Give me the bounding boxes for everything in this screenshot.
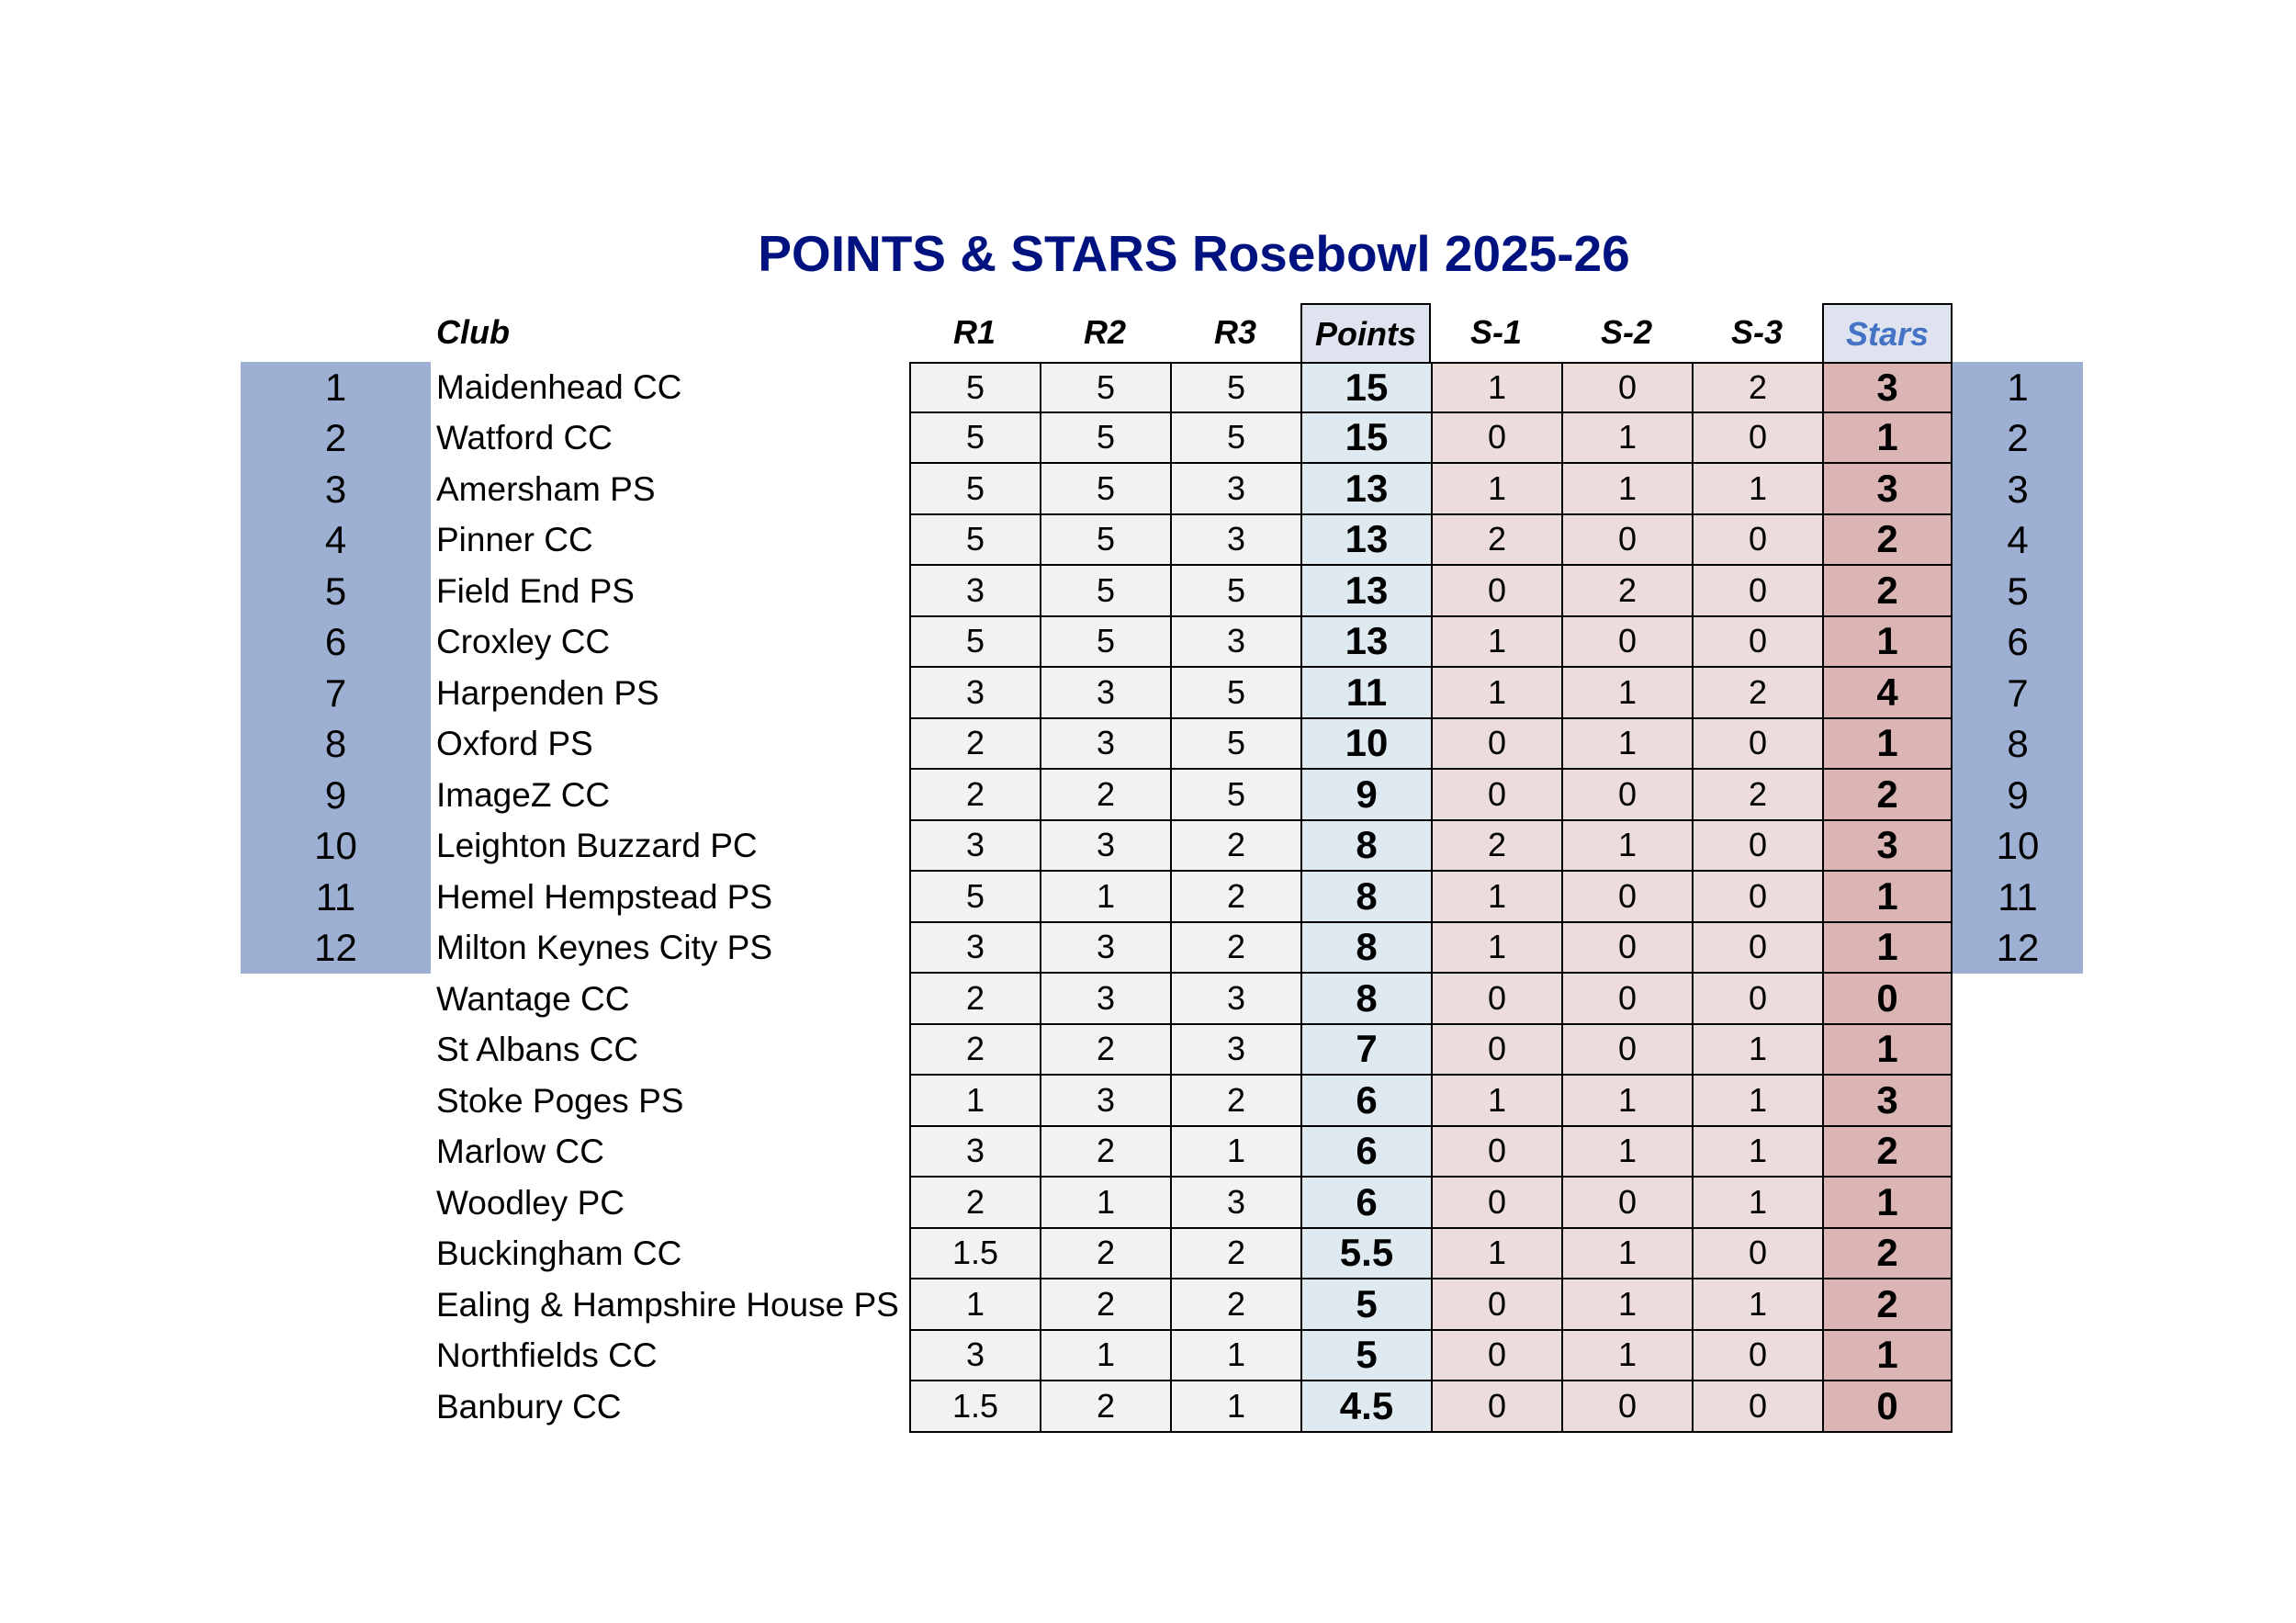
cell-r1: 3 [909,1127,1040,1178]
cell-s2: 1 [1561,668,1692,719]
cell-s1: 0 [1431,1331,1561,1382]
club-name: ImageZ CC [436,775,611,814]
club-name: Milton Keynes City PS [436,929,773,967]
cell-points: 4.5 [1300,1381,1431,1433]
cell-r1: 1.5 [909,1381,1040,1433]
rank-right: 3 [2007,467,2029,511]
cell-stars: 2 [1822,566,1953,617]
club-name: Marlow CC [436,1133,604,1171]
header-stars: Stars [1822,303,1953,362]
cell-stars: 1 [1822,872,1953,923]
cell-s3: 1 [1692,1178,1822,1229]
cell-points: 13 [1300,566,1431,617]
club-name: Croxley CC [436,623,611,661]
club-name: Leighton Buzzard PC [436,827,758,865]
cell-s1: 0 [1431,566,1561,617]
cell-s2: 0 [1561,974,1692,1025]
cell-s3: 0 [1692,515,1822,567]
club-name: Northfields CC [436,1336,658,1375]
cell-stars: 1 [1822,719,1953,771]
cell-s1: 0 [1431,770,1561,821]
rank-right: 6 [2007,620,2029,664]
cell-r2: 3 [1040,923,1170,975]
club-name: St Albans CC [436,1031,639,1069]
cell-s2: 1 [1561,1331,1692,1382]
cell-s1: 1 [1431,464,1561,515]
header-r2: R2 [1083,313,1127,351]
cell-points: 15 [1300,362,1431,413]
cell-points: 6 [1300,1178,1431,1229]
club-name: Watford CC [436,419,613,457]
page-title: POINTS & STARS Rosebowl 2025-26 [758,225,1630,282]
cell-s3: 0 [1692,872,1822,923]
table-row [0,1331,2296,1382]
cell-stars: 1 [1822,617,1953,669]
cell-r2: 1 [1040,872,1170,923]
club-name: Banbury CC [436,1387,622,1426]
rank-right: 10 [1996,824,2040,868]
rank-left: 5 [324,569,347,613]
cell-points: 6 [1300,1076,1431,1127]
cell-points: 13 [1300,464,1431,515]
cell-s1: 2 [1431,821,1561,873]
cell-s2: 1 [1561,1229,1692,1280]
club-name: Wantage CC [436,979,630,1018]
rank-left: 10 [314,824,357,868]
rank-left: 1 [324,365,347,409]
table-row [0,1381,2296,1433]
cell-s1: 0 [1431,1178,1561,1229]
cell-s3: 0 [1692,1331,1822,1382]
cell-s3: 0 [1692,1381,1822,1433]
table-row [0,515,2296,567]
rank-right: 9 [2007,772,2029,817]
cell-s3: 2 [1692,770,1822,821]
cell-stars: 0 [1822,1381,1953,1433]
table-row [0,566,2296,617]
cell-r2: 5 [1040,566,1170,617]
cell-r2: 3 [1040,821,1170,873]
cell-r3: 3 [1170,1178,1300,1229]
cell-r1: 3 [909,821,1040,873]
cell-r2: 2 [1040,1229,1170,1280]
club-name: Oxford PS [436,725,593,763]
cell-s1: 0 [1431,413,1561,465]
cell-r1: 3 [909,1331,1040,1382]
rank-right: 8 [2007,722,2029,766]
cell-s2: 1 [1561,413,1692,465]
cell-s2: 0 [1561,362,1692,413]
cell-r1: 5 [909,872,1040,923]
header-s1: S-1 [1469,313,1523,351]
table-row [0,923,2296,975]
cell-r2: 2 [1040,1381,1170,1433]
cell-s1: 1 [1431,872,1561,923]
cell-s2: 0 [1561,515,1692,567]
rank-left: 7 [324,671,347,715]
cell-s2: 1 [1561,1279,1692,1331]
cell-s1: 1 [1431,1229,1561,1280]
table-row [0,1178,2296,1229]
rank-left: 8 [324,722,347,766]
cell-s2: 0 [1561,1178,1692,1229]
cell-stars: 3 [1822,821,1953,873]
cell-points: 9 [1300,770,1431,821]
cell-r1: 2 [909,1178,1040,1229]
cell-stars: 1 [1822,1331,1953,1382]
rank-right: 1 [2007,365,2029,409]
cell-stars: 1 [1822,1025,1953,1076]
cell-s2: 2 [1561,566,1692,617]
cell-s3: 0 [1692,719,1822,771]
cell-r3: 3 [1170,464,1300,515]
cell-s3: 0 [1692,617,1822,669]
cell-r1: 5 [909,413,1040,465]
cell-r3: 2 [1170,923,1300,975]
table-row [0,668,2296,719]
club-name: Stoke Poges PS [436,1081,684,1120]
cell-points: 8 [1300,923,1431,975]
cell-r1: 1 [909,1076,1040,1127]
club-name: Pinner CC [436,521,593,559]
cell-s1: 2 [1431,515,1561,567]
cell-s1: 1 [1431,923,1561,975]
cell-s1: 0 [1431,719,1561,771]
table-row [0,974,2296,1025]
cell-r2: 2 [1040,770,1170,821]
club-name: Maidenhead CC [436,367,682,406]
cell-r3: 5 [1170,719,1300,771]
cell-r1: 3 [909,668,1040,719]
cell-r1: 5 [909,515,1040,567]
rank-left: 9 [324,772,347,817]
cell-points: 5.5 [1300,1229,1431,1280]
cell-points: 7 [1300,1025,1431,1076]
cell-s1: 0 [1431,1127,1561,1178]
cell-r1: 3 [909,923,1040,975]
cell-s2: 1 [1561,1076,1692,1127]
cell-s3: 0 [1692,923,1822,975]
cell-s2: 0 [1561,923,1692,975]
cell-r3: 5 [1170,362,1300,413]
cell-stars: 3 [1822,464,1953,515]
cell-r2: 3 [1040,974,1170,1025]
cell-r3: 2 [1170,821,1300,873]
cell-r1: 5 [909,617,1040,669]
club-name: Amersham PS [436,469,656,508]
table-row [0,1076,2296,1127]
cell-stars: 4 [1822,668,1953,719]
cell-s3: 0 [1692,1229,1822,1280]
cell-r2: 2 [1040,1279,1170,1331]
cell-r2: 2 [1040,1127,1170,1178]
cell-r2: 5 [1040,362,1170,413]
cell-r2: 5 [1040,464,1170,515]
cell-r3: 1 [1170,1331,1300,1382]
header-s2: S-2 [1600,313,1653,351]
club-name: Woodley PC [436,1183,625,1222]
cell-s3: 0 [1692,413,1822,465]
cell-stars: 2 [1822,1229,1953,1280]
cell-r1: 3 [909,566,1040,617]
club-name: Hemel Hempstead PS [436,877,773,916]
table-row [0,1127,2296,1178]
cell-stars: 2 [1822,770,1953,821]
cell-stars: 1 [1822,413,1953,465]
cell-r1: 1.5 [909,1229,1040,1280]
cell-r3: 5 [1170,770,1300,821]
cell-s3: 1 [1692,1076,1822,1127]
cell-s2: 1 [1561,1127,1692,1178]
cell-stars: 3 [1822,362,1953,413]
cell-s1: 1 [1431,668,1561,719]
cell-s2: 0 [1561,1381,1692,1433]
club-name: Harpenden PS [436,673,659,712]
cell-r3: 1 [1170,1381,1300,1433]
cell-s3: 0 [1692,566,1822,617]
cell-points: 5 [1300,1279,1431,1331]
rank-left: 12 [314,926,357,970]
cell-r3: 3 [1170,515,1300,567]
rank-right: 4 [2007,518,2029,562]
cell-points: 6 [1300,1127,1431,1178]
cell-s2: 1 [1561,464,1692,515]
cell-points: 8 [1300,872,1431,923]
cell-s1: 0 [1431,1025,1561,1076]
cell-r2: 3 [1040,668,1170,719]
cell-r2: 5 [1040,413,1170,465]
cell-r2: 3 [1040,1076,1170,1127]
rank-right: 12 [1996,926,2040,970]
cell-r3: 2 [1170,872,1300,923]
cell-r2: 1 [1040,1178,1170,1229]
cell-r3: 3 [1170,617,1300,669]
table-row [0,719,2296,771]
cell-r2: 5 [1040,515,1170,567]
cell-r2: 5 [1040,617,1170,669]
cell-points: 13 [1300,617,1431,669]
club-name: Field End PS [436,571,635,610]
cell-r3: 5 [1170,566,1300,617]
cell-s2: 0 [1561,617,1692,669]
cell-r2: 1 [1040,1331,1170,1382]
table-row [0,770,2296,821]
cell-r1: 5 [909,464,1040,515]
cell-r3: 5 [1170,413,1300,465]
header-s3: S-3 [1730,313,1784,351]
table-row [0,821,2296,873]
cell-s3: 1 [1692,464,1822,515]
rank-right: 5 [2007,569,2029,613]
cell-s1: 1 [1431,617,1561,669]
cell-points: 13 [1300,515,1431,567]
table-row [0,1279,2296,1331]
rank-left: 11 [315,874,356,919]
cell-s1: 0 [1431,1381,1561,1433]
cell-stars: 1 [1822,923,1953,975]
table-row [0,1229,2296,1280]
cell-stars: 2 [1822,1127,1953,1178]
cell-points: 8 [1300,821,1431,873]
cell-points: 11 [1300,668,1431,719]
rank-left: 3 [324,467,347,511]
cell-r2: 3 [1040,719,1170,771]
cell-s3: 1 [1692,1025,1822,1076]
cell-r3: 2 [1170,1076,1300,1127]
rank-left: 6 [324,620,347,664]
table-row [0,872,2296,923]
cell-s3: 1 [1692,1279,1822,1331]
header-r1: R1 [952,313,996,351]
cell-s2: 0 [1561,872,1692,923]
table-row [0,464,2296,515]
cell-r3: 1 [1170,1127,1300,1178]
cell-stars: 2 [1822,1279,1953,1331]
club-name: Buckingham CC [436,1234,682,1273]
cell-s1: 1 [1431,1076,1561,1127]
club-name: Ealing & Hampshire House PS [436,1285,899,1324]
cell-r2: 2 [1040,1025,1170,1076]
cell-s3: 1 [1692,1127,1822,1178]
table-row [0,617,2296,669]
cell-r3: 5 [1170,668,1300,719]
cell-s2: 1 [1561,821,1692,873]
table-row [0,413,2296,465]
rank-left: 4 [324,518,347,562]
cell-r3: 2 [1170,1229,1300,1280]
cell-s3: 0 [1692,821,1822,873]
table-row [0,1025,2296,1076]
cell-s3: 0 [1692,974,1822,1025]
rank-left: 2 [324,416,347,460]
rank-right: 2 [2007,416,2029,460]
cell-stars: 0 [1822,974,1953,1025]
cell-r1: 2 [909,974,1040,1025]
cell-points: 5 [1300,1331,1431,1382]
cell-r1: 2 [909,719,1040,771]
cell-s2: 0 [1561,1025,1692,1076]
cell-r1: 1 [909,1279,1040,1331]
cell-r1: 2 [909,770,1040,821]
cell-stars: 2 [1822,515,1953,567]
cell-points: 15 [1300,413,1431,465]
table-row [0,362,2296,413]
cell-s1: 1 [1431,362,1561,413]
cell-r1: 2 [909,1025,1040,1076]
rank-right: 7 [2007,671,2029,715]
cell-s1: 0 [1431,1279,1561,1331]
cell-s3: 2 [1692,668,1822,719]
header-r3: R3 [1213,313,1257,351]
header-club: Club [436,313,510,351]
rank-right: 11 [1998,874,2038,919]
cell-points: 10 [1300,719,1431,771]
cell-stars: 3 [1822,1076,1953,1127]
cell-stars: 1 [1822,1178,1953,1229]
cell-r3: 3 [1170,974,1300,1025]
header-points: Points [1300,303,1431,362]
cell-r1: 5 [909,362,1040,413]
cell-s2: 0 [1561,770,1692,821]
cell-r3: 3 [1170,1025,1300,1076]
cell-s1: 0 [1431,974,1561,1025]
cell-s2: 1 [1561,719,1692,771]
cell-s3: 2 [1692,362,1822,413]
cell-points: 8 [1300,974,1431,1025]
cell-r3: 2 [1170,1279,1300,1331]
